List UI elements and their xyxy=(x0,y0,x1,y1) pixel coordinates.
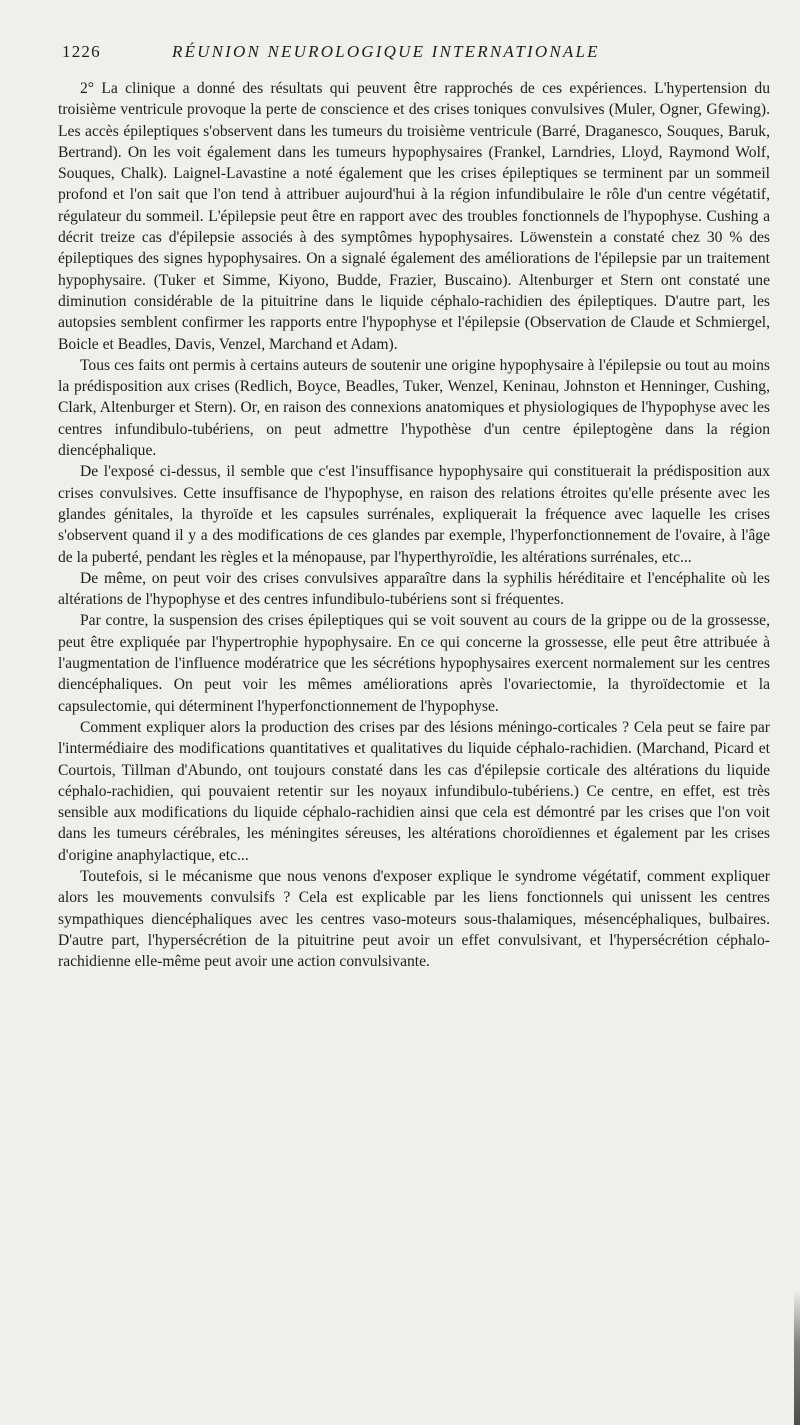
running-head xyxy=(62,42,762,66)
paragraph-hypophyseal-origin: Tous ces faits ont permis à certains auteurs de soutenir une origine hypophysaire à l'épilepsie ou tout au moins la prédisposition aux crises (Redlich, Boyce, Beadles, Tuker, Wenzel, Keninau, Johnston et Henninger, Cushing, Clark, Altenburger et Stern). Or, en raison des connexions anatomiques et physiologiques de l'hypophyse avec les centres infundibulo-tubériens, on peut admettre l'hypothèse d'un centre épileptogène dans la région diencéphalique. xyxy=(58,356,770,460)
running-title: RÉUNION NEUROLOGIQUE INTERNATIONALE xyxy=(172,42,600,61)
page-edge-shadow xyxy=(794,1290,800,1425)
paragraph-meningo-cortical: Comment expliquer alors la production des crises par des lésions méningo-corticales ? Cela peut se faire par l'intermédiaire des modifications quantitatives et qualitatives du liquide céphalo-rachidien. (Marchand, Picard et Courtois, Tillman d'Abundo, ont toujours constaté dans les cas d'épilepsie corticale des altérations du liquide céphalo-rachidien, qui pouvaient retentir sur les noyaux infundibulo-tubériens.) Ce centre, en effet, est très sensible aux modifications du liquide céphalo-rachidien ainsi que cela est démontré par les crises que l'on voit dans les tumeurs cérébrales, les méningites séreuses, les altérations choroïdiennes et également par les crises d'origine anaphylactique, etc... xyxy=(58,718,770,864)
paragraph-suspension-of-crises: Par contre, la suspension des crises épileptiques qui se voit souvent au cours de la grippe ou de la grossesse, peut être expliquée par l'hypertrophie hypophysaire. En ce qui concerne la grossesse, elle peut être attribuée à l'augmentation de l'influence modératrice que les sécrétions hypophysaires exercent normalement sur les centres diencéphaliques. On peut voir les mêmes améliorations après l'ovariectomie, la thyroïdectomie et la capsulectomie, qui déterminent l'hyperfonctionnement de l'hypophyse. xyxy=(58,612,770,715)
paragraph-pathology-clinical: 2° La clinique a donné des résultats qui peuvent être rapprochés de ces expériences. L'hypertension du troisième ventricule provoque la perte de conscience et des crises toniques convulsives (Muler, Ogner, Gfewing). Les accès épileptiques s'observent dans les tumeurs du troisième ventricule (Barré, Draganesco, Souques, Baruk, Bertrand). On les voit également dans les tumeurs hypophysaires (Frankel, Larndries, Lloyd, Raymond Wolf, Souques, Chalk). Laignel-Lavastine a noté également que les crises épileptiques se terminent par un sommeil profond et l'on sait que l'on tend à attribuer aujourd'hui à la région infundibulaire le rôle d'un centre végétatif, régulateur du sommeil. L'épilepsie peut être en rapport avec des troubles fonctionnels de l'hypophyse. Cushing a décrit treize cas d'épilepsie associés à des symptômes hypophysaires. Löwenstein a constaté chez 30 % des épileptiques des signes hypophysaires. On a signalé également des améliorations de l'épilepsie par un traitement hypophysaire. (Tuker et Simme, Kiyono, Budde, Frazier, Buscaino). Altenburger et Stern ont constaté une diminution considérable de la pituitrine dans le liquide céphalo-rachidien des épileptiques. D'autre part, les autopsies semblent confirmer les rapports entre l'hypophyse et l'épilepsie (Observation de Claude et Schmiergel, Boicle et Beadles, Davis, Venzel, Marchand et Adam). xyxy=(58,80,770,353)
page-number: 1226 xyxy=(62,42,101,61)
paragraph-insufficiency: De l'exposé ci-dessus, il semble que c'est l'insuffisance hypophysaire qui constituerait la prédisposition aux crises convulsives. Cette insuffisance de l'hypophyse, en raison des relations étroites qu'elle présente avec les glandes génitales, la thyroïde et les capsules surrénales, expliquerait la fréquence avec laquelle les crises s'observent quand il y a des modifications de ces glandes par exemple, l'hyperfonctionnement de l'ovaire, à l'âge de la puberté, pendant les règles et la ménopause, par l'hyperthyroïdie, les altérations surrénales, etc... xyxy=(58,463,770,566)
paragraph-syphilis-encephalitis: De même, on peut voir des crises convulsives apparaître dans la syphilis héréditaire et l'encéphalite où les altérations de l'hypophyse et des centres infundibulo-tubériens sont si fréquentes. xyxy=(58,569,770,609)
body-text xyxy=(58,78,770,972)
paragraph-convulsive-movements: Toutefois, si le mécanisme que nous venons d'exposer explique le syndrome végétatif, comment expliquer alors les mouvements convulsifs ? Cela est explicable par les liens fonctionnels qui unissent les centres sympathiques diencéphaliques avec les centres vaso-moteurs sous-thalamiques, mésencéphaliques, bulbaires. D'autre part, l'hypersécrétion de la pituitrine peut avoir un effet convulsivant, et l'hypersécrétion céphalo-rachidienne elle-même peut avoir une action convulsivante. xyxy=(58,867,770,971)
